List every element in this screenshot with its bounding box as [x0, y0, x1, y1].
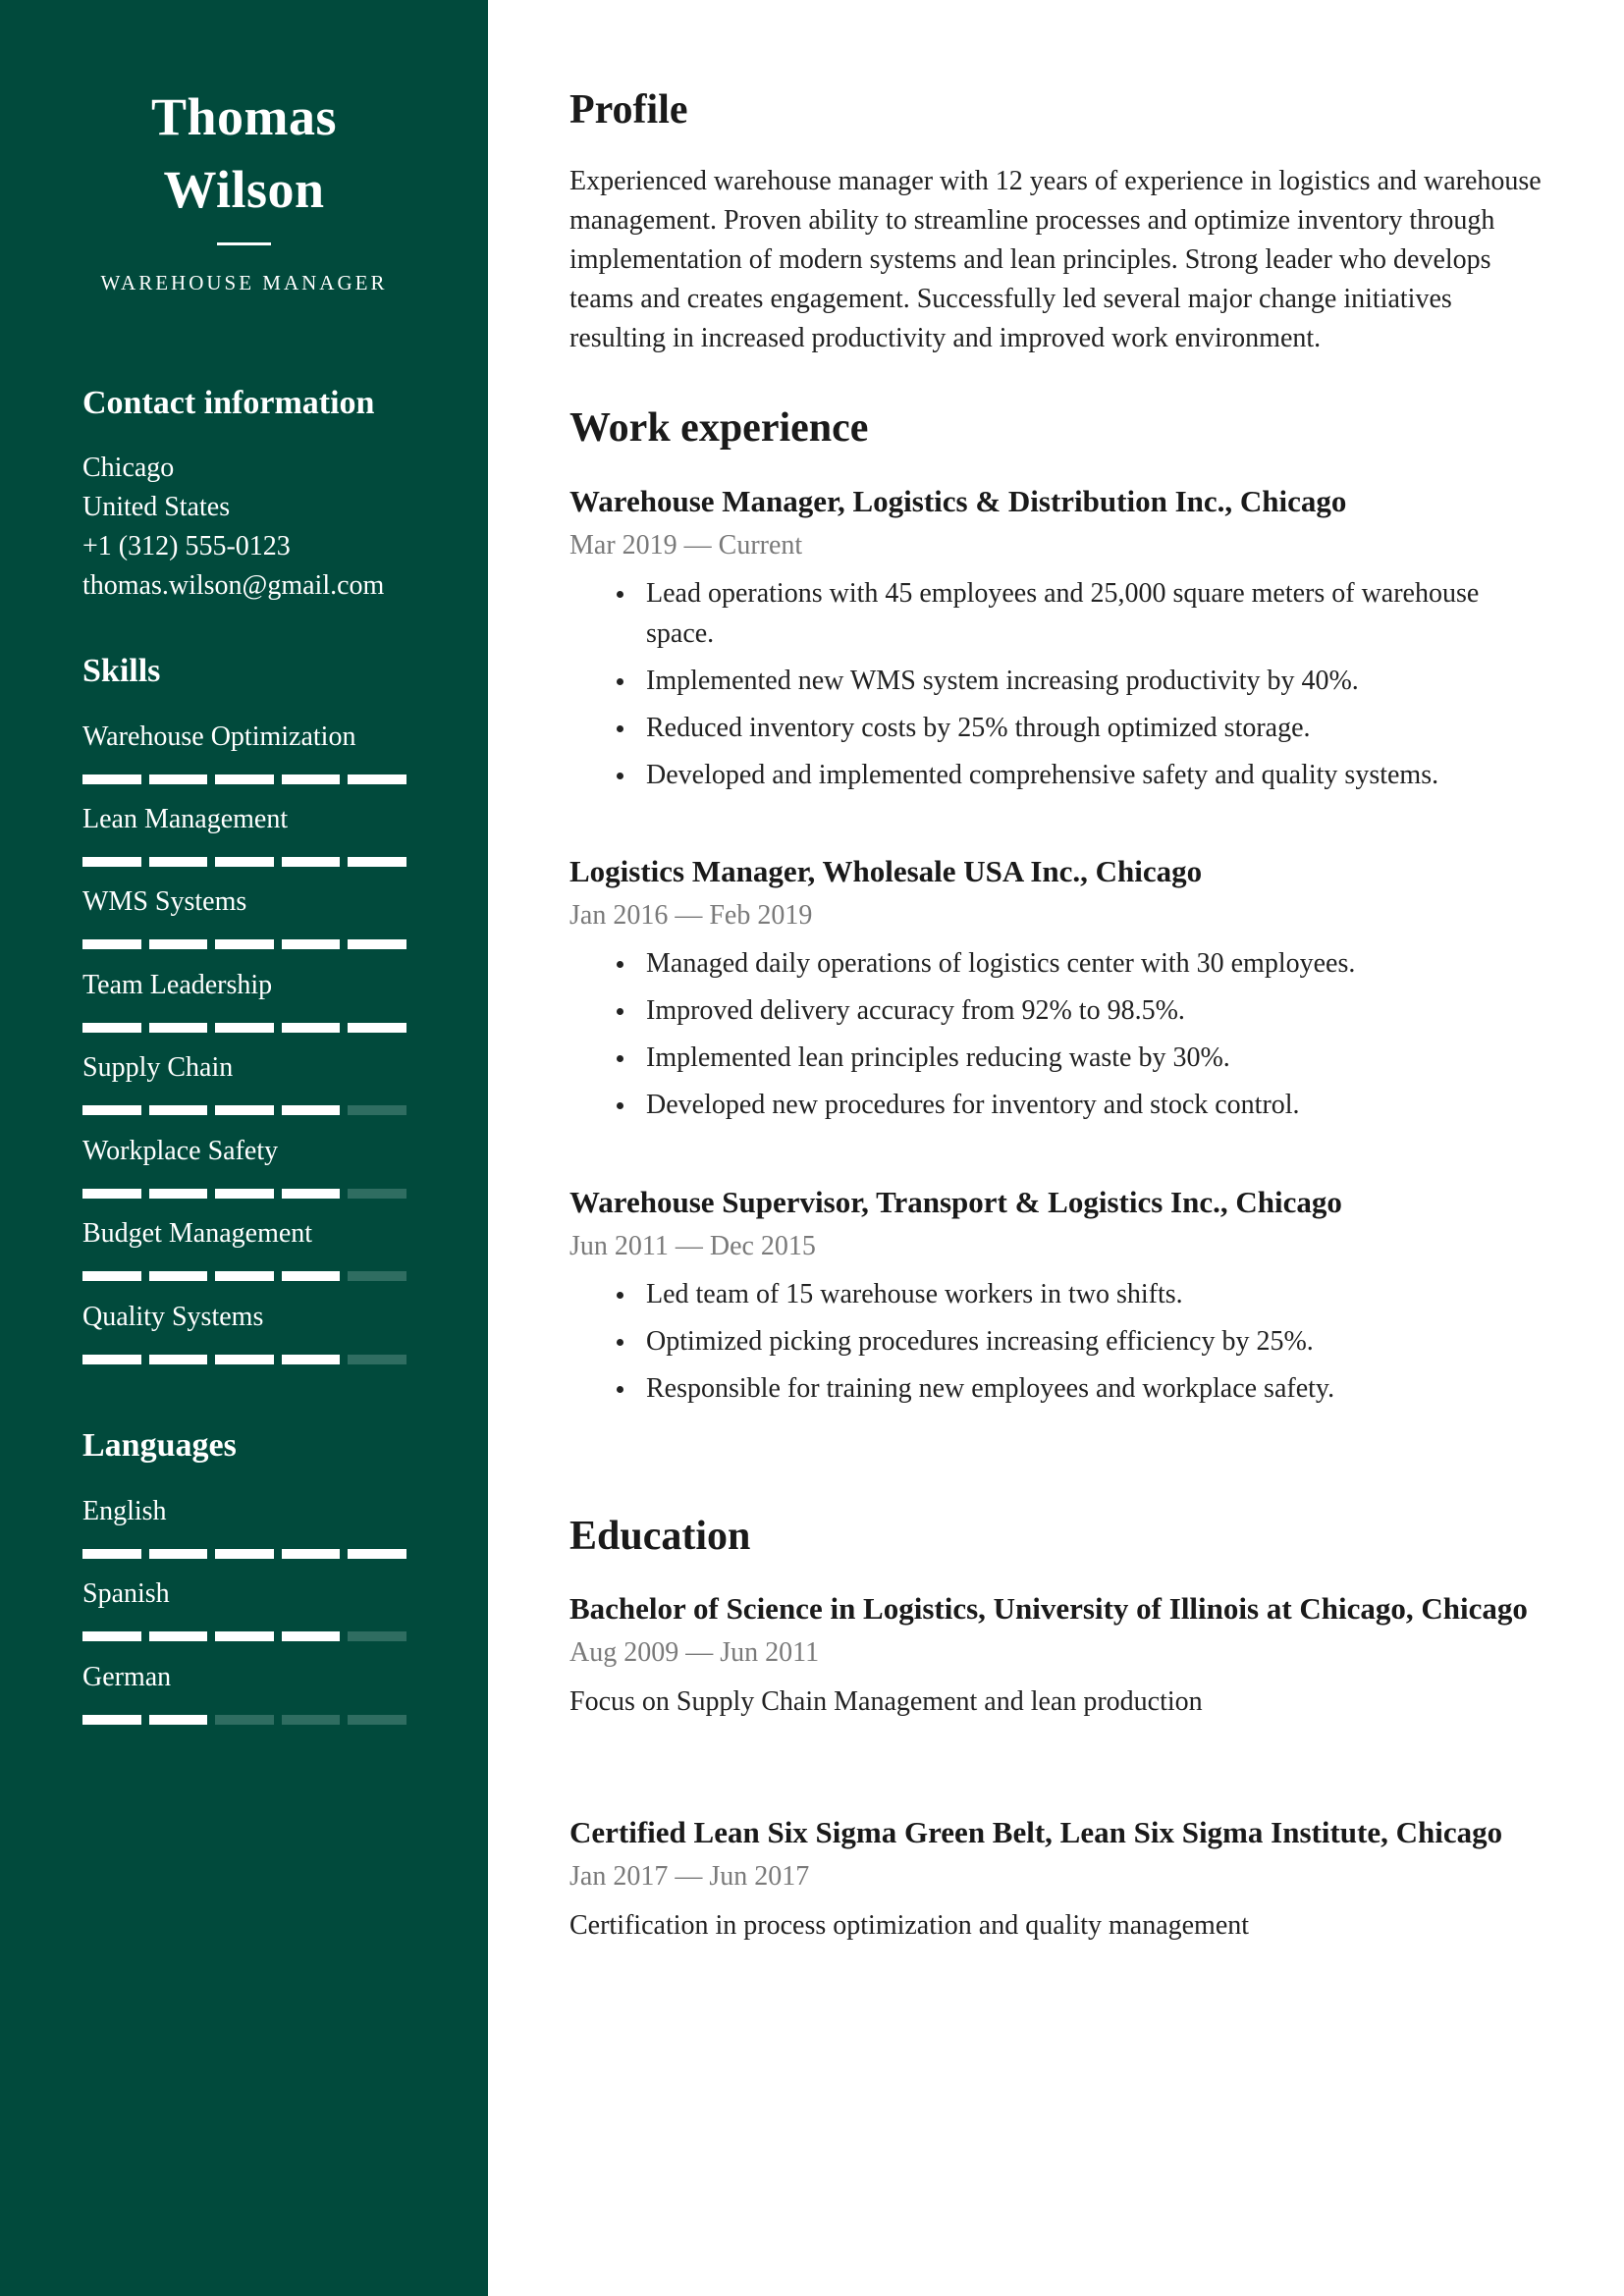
language-item: [82, 1576, 406, 1641]
level-segment: [282, 1189, 341, 1199]
language-item: [82, 1660, 406, 1725]
level-segment: [348, 1189, 406, 1199]
skill-item: [82, 802, 406, 867]
level-segment: [215, 939, 274, 949]
bullet-item: [569, 1085, 1500, 1125]
bullet-item: [569, 573, 1500, 654]
skills-heading: Skills: [82, 653, 161, 689]
level-segment: [149, 1189, 208, 1199]
level-segment: [348, 1271, 406, 1281]
bullet-dot: [617, 1386, 623, 1393]
skill-label: Supply Chain: [82, 1052, 234, 1083]
work-entry: [569, 850, 1551, 1132]
bullet-dot: [617, 1339, 623, 1346]
language-label: Spanish: [82, 1578, 170, 1609]
level-segment: [82, 1105, 141, 1115]
contact-country: United States: [82, 492, 231, 522]
candidate-name: [0, 80, 488, 226]
level-segment: [348, 939, 406, 949]
level-segment: [348, 1549, 406, 1559]
level-segment: [149, 774, 208, 784]
bullet-item: [569, 943, 1500, 984]
level-segment: [149, 1715, 208, 1725]
work-entry-title: Warehouse Supervisor, Transport & Logistics Inc., Chicago: [569, 1185, 1342, 1219]
bullet-text: Improved delivery accuracy from 92% to 98.5%.: [646, 995, 1185, 1026]
skill-level-bar: [82, 1023, 406, 1033]
profile-heading: Profile: [569, 87, 688, 133]
level-segment: [282, 939, 341, 949]
level-segment: [348, 1023, 406, 1033]
bullet-item: [569, 1368, 1500, 1409]
skill-label: Quality Systems: [82, 1302, 264, 1332]
language-label: German: [82, 1662, 172, 1692]
job-title: WAREHOUSE MANAGER: [100, 271, 388, 294]
level-segment: [149, 857, 208, 867]
work-entry-title: Warehouse Manager, Logistics & Distribution Inc., Chicago: [569, 484, 1347, 518]
work-experience-heading: Work experience: [569, 405, 869, 451]
level-segment: [215, 1271, 274, 1281]
level-segment: [215, 1189, 274, 1199]
education-entry: [569, 1811, 1551, 1946]
skill-item: [82, 884, 406, 949]
bullet-text: Responsible for training new employees and workplace safety.: [646, 1373, 1335, 1404]
level-segment: [149, 939, 208, 949]
level-segment: [215, 1631, 274, 1641]
bullet-text: Optimized picking procedures increasing efficiency by 25%.: [646, 1326, 1314, 1357]
language-level-bar: [82, 1549, 406, 1559]
level-segment: [82, 939, 141, 949]
skill-item: [82, 1134, 406, 1199]
level-segment: [82, 774, 141, 784]
skill-item: [82, 1216, 406, 1281]
level-segment: [82, 1189, 141, 1199]
level-segment: [149, 1355, 208, 1364]
bullet-item: [569, 1321, 1500, 1362]
sidebar: [0, 0, 488, 2296]
skill-label: Warehouse Optimization: [82, 721, 356, 752]
level-segment: [215, 1355, 274, 1364]
name-divider: [217, 242, 271, 245]
level-segment: [215, 1715, 274, 1725]
level-segment: [215, 1105, 274, 1115]
bullet-dot: [617, 1055, 623, 1062]
education-entry-dates: Aug 2009 — Jun 2011: [569, 1637, 820, 1668]
bullet-text: Reduced inventory costs by 25% through optimized storage.: [646, 713, 1311, 743]
level-segment: [215, 774, 274, 784]
education-entry-description: Focus on Supply Chain Management and lean production: [569, 1686, 1203, 1717]
level-segment: [348, 857, 406, 867]
work-entry-dates: Mar 2019 — Current: [569, 530, 803, 561]
name-first: Thomas: [150, 87, 338, 146]
contact-phone: +1 (312) 555-0123: [82, 531, 291, 561]
education-entry-dates: Jan 2017 — Jun 2017: [569, 1861, 810, 1892]
level-segment: [348, 1355, 406, 1364]
language-level-bar: [82, 1631, 406, 1641]
skill-level-bar: [82, 857, 406, 867]
bullet-dot: [617, 1102, 623, 1109]
skill-level-bar: [82, 1189, 406, 1199]
bullet-dot: [617, 773, 623, 779]
skill-label: WMS Systems: [82, 886, 247, 917]
level-segment: [282, 1023, 341, 1033]
level-segment: [282, 1105, 341, 1115]
level-segment: [149, 1271, 208, 1281]
skill-item: [82, 1050, 406, 1115]
level-segment: [282, 1271, 341, 1281]
level-segment: [82, 1271, 141, 1281]
skill-label: Workplace Safety: [82, 1136, 279, 1166]
education-entry-title: Bachelor of Science in Logistics, University of Illinois at Chicago, Chicago: [569, 1591, 1528, 1626]
level-segment: [82, 1631, 141, 1641]
level-segment: [82, 1715, 141, 1725]
bullet-dot: [617, 1292, 623, 1299]
work-entry-dates: Jun 2011 — Dec 2015: [569, 1231, 816, 1261]
contact-city: Chicago: [82, 453, 175, 483]
name-last: Wilson: [163, 160, 325, 219]
level-segment: [82, 1355, 141, 1364]
language-level-bar: [82, 1715, 406, 1725]
skill-level-bar: [82, 774, 406, 784]
education-entry: [569, 1587, 1551, 1722]
level-segment: [348, 1631, 406, 1641]
skill-level-bar: [82, 939, 406, 949]
contact-info: [82, 449, 384, 606]
skill-level-bar: [82, 1271, 406, 1281]
bullet-text: Lead operations with 45 employees and 25,000 square meters of warehouse space.: [646, 578, 1480, 649]
bullet-dot: [617, 678, 623, 685]
bullet-dot: [617, 725, 623, 732]
level-segment: [149, 1549, 208, 1559]
bullet-item: [569, 708, 1500, 748]
level-segment: [282, 857, 341, 867]
level-segment: [82, 1023, 141, 1033]
bullet-item: [569, 1274, 1500, 1314]
education-heading: Education: [569, 1514, 751, 1559]
bullet-text: Developed and implemented comprehensive safety and quality systems.: [646, 760, 1439, 790]
skill-item: [82, 968, 406, 1033]
skill-label: Budget Management: [82, 1218, 313, 1249]
skill-label: Lean Management: [82, 804, 289, 834]
work-entry-title: Logistics Manager, Wholesale USA Inc., Chicago: [569, 854, 1203, 888]
bullet-text: Implemented lean principles reducing waste by 30%.: [646, 1042, 1230, 1073]
level-segment: [215, 857, 274, 867]
contact-email: thomas.wilson@gmail.com: [82, 570, 385, 601]
bullet-dot: [617, 591, 623, 598]
bullet-item: [569, 1038, 1500, 1078]
bullet-item: [569, 661, 1500, 701]
level-segment: [149, 1105, 208, 1115]
level-segment: [215, 1549, 274, 1559]
skill-level-bar: [82, 1105, 406, 1115]
level-segment: [82, 857, 141, 867]
profile-text: Experienced warehouse manager with 12 years of experience in logistics and warehouse management. Proven ability to streamline processes and optimize inventory through implementation of modern systems and lean principles. Strong leader who develops teams and creates engagement. Successfully led several major change initiatives resulting in increased productivity and improved work environment.: [569, 166, 1542, 353]
bullet-item: [569, 990, 1500, 1031]
skill-level-bar: [82, 1355, 406, 1364]
level-segment: [82, 1549, 141, 1559]
education-entry-description: Certification in process optimization and quality management: [569, 1910, 1250, 1941]
level-segment: [282, 1549, 341, 1559]
work-entry-dates: Jan 2016 — Feb 2019: [569, 900, 813, 931]
level-segment: [149, 1023, 208, 1033]
level-segment: [282, 1355, 341, 1364]
level-segment: [282, 1631, 341, 1641]
languages-heading: Languages: [82, 1427, 237, 1464]
language-label: English: [82, 1496, 167, 1526]
work-entry-bullets: [569, 573, 1551, 795]
bullet-text: Led team of 15 warehouse workers in two shifts.: [646, 1279, 1183, 1309]
bullet-dot: [617, 961, 623, 968]
skill-item: [82, 1300, 406, 1364]
language-item: [82, 1494, 406, 1559]
work-entry: [569, 480, 1551, 802]
skill-item: [82, 720, 406, 784]
bullet-text: Implemented new WMS system increasing productivity by 40%.: [646, 666, 1359, 696]
bullet-dot: [617, 1008, 623, 1015]
level-segment: [348, 1715, 406, 1725]
work-entry-bullets: [569, 943, 1551, 1125]
level-segment: [348, 774, 406, 784]
level-segment: [215, 1023, 274, 1033]
work-entry: [569, 1181, 1551, 1415]
bullet-text: Developed new procedures for inventory and stock control.: [646, 1090, 1300, 1120]
bullet-item: [569, 755, 1500, 795]
level-segment: [282, 774, 341, 784]
skill-label: Team Leadership: [82, 970, 273, 1000]
education-entry-title: Certified Lean Six Sigma Green Belt, Lean Six Sigma Institute, Chicago: [569, 1815, 1503, 1849]
level-segment: [348, 1105, 406, 1115]
bullet-text: Managed daily operations of logistics center with 30 employees.: [646, 948, 1356, 979]
work-entry-bullets: [569, 1274, 1551, 1409]
contact-heading: Contact information: [82, 385, 375, 421]
level-segment: [282, 1715, 341, 1725]
level-segment: [149, 1631, 208, 1641]
